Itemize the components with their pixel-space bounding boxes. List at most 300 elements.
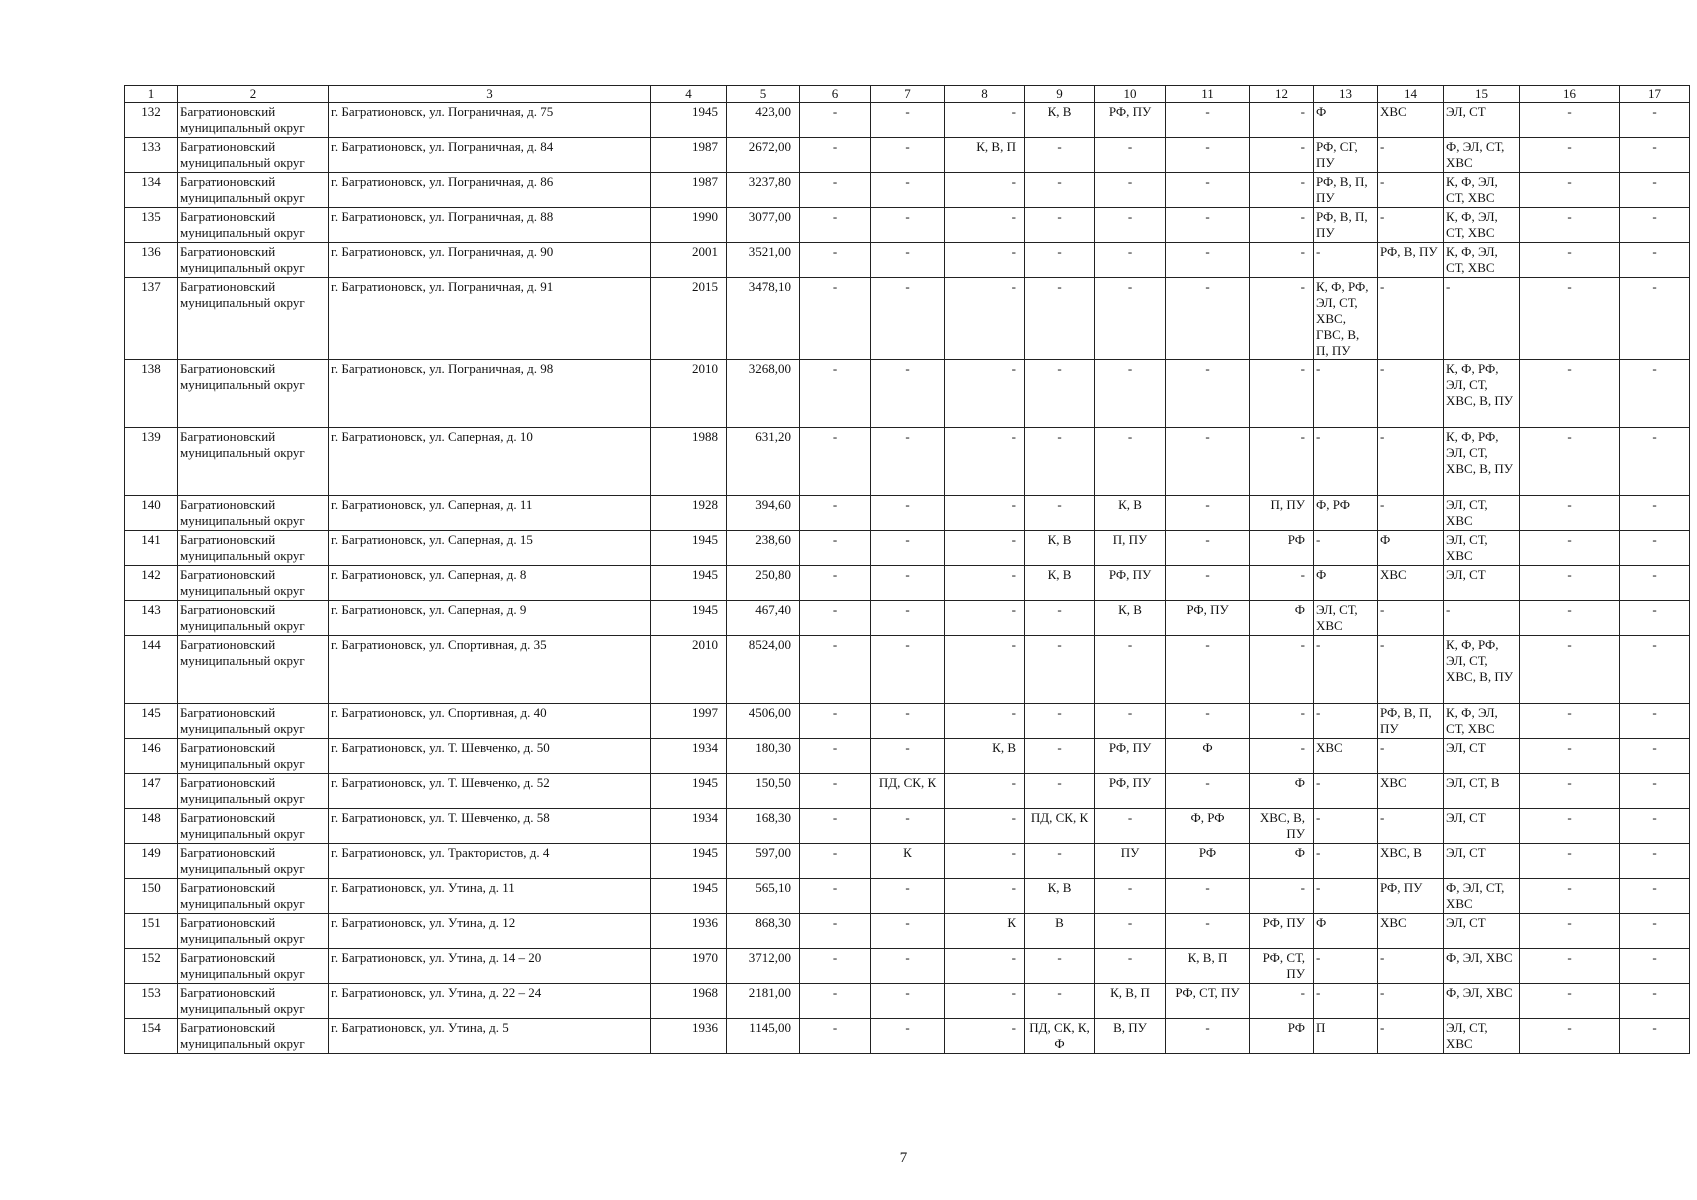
col-7-cell: - <box>871 566 945 601</box>
col-9-cell: - <box>1025 704 1095 739</box>
col-16-cell: - <box>1520 278 1620 360</box>
row-number-cell: 148 <box>125 809 178 844</box>
col-15-cell: ЭЛ, СТ, ХВС <box>1444 531 1520 566</box>
col-7-cell: - <box>871 138 945 173</box>
area-cell: 3077,00 <box>727 208 800 243</box>
col-9-cell: - <box>1025 949 1095 984</box>
col-16-cell: - <box>1520 138 1620 173</box>
col-8-cell: К <box>945 914 1025 949</box>
col-12-cell: - <box>1250 138 1314 173</box>
col-6-cell: - <box>800 704 871 739</box>
col-14-cell: ХВС <box>1378 914 1444 949</box>
col-9-cell: ПД, СК, К, Ф <box>1025 1019 1095 1054</box>
area-cell: 3237,80 <box>727 173 800 208</box>
table-row <box>125 809 1690 844</box>
address-cell: г. Багратионовск, ул. Т. Шевченко, д. 58 <box>329 809 651 844</box>
col-11-cell: Ф, РФ <box>1166 809 1250 844</box>
district-cell: Багратионовский муниципальный округ <box>178 496 329 531</box>
col-17-cell: - <box>1620 601 1690 636</box>
col-6-cell: - <box>800 809 871 844</box>
table-row <box>125 1019 1690 1054</box>
col-13-cell: РФ, СГ, ПУ <box>1314 138 1378 173</box>
col-16-cell: - <box>1520 809 1620 844</box>
column-number-cell: 7 <box>871 86 945 103</box>
col-12-cell: РФ, ПУ <box>1250 914 1314 949</box>
table-row <box>125 428 1690 496</box>
col-6-cell: - <box>800 208 871 243</box>
col-9-cell: - <box>1025 739 1095 774</box>
col-8-cell: - <box>945 496 1025 531</box>
col-6-cell: - <box>800 601 871 636</box>
col-13-cell: - <box>1314 774 1378 809</box>
area-cell: 2181,00 <box>727 984 800 1019</box>
col-12-cell: - <box>1250 208 1314 243</box>
col-15-cell: К, Ф, ЭЛ, СТ, ХВС <box>1444 173 1520 208</box>
district-cell: Багратионовский муниципальный округ <box>178 243 329 278</box>
col-14-cell: - <box>1378 138 1444 173</box>
col-6-cell: - <box>800 879 871 914</box>
year-cell: 1945 <box>651 844 727 879</box>
col-9-cell: - <box>1025 208 1095 243</box>
col-10-cell: К, В <box>1095 496 1166 531</box>
page-number: 7 <box>899 1150 908 1166</box>
col-17-cell: - <box>1620 496 1690 531</box>
row-number-cell: 147 <box>125 774 178 809</box>
district-cell: Багратионовский муниципальный округ <box>178 949 329 984</box>
col-12-cell: П, ПУ <box>1250 496 1314 531</box>
col-13-cell: - <box>1314 809 1378 844</box>
col-14-cell: - <box>1378 428 1444 496</box>
col-15-cell: К, Ф, ЭЛ, СТ, ХВС <box>1444 704 1520 739</box>
address-cell: г. Багратионовск, ул. Т. Шевченко, д. 52 <box>329 774 651 809</box>
row-number-cell: 138 <box>125 360 178 428</box>
column-number-cell: 13 <box>1314 86 1378 103</box>
col-14-cell: Ф <box>1378 531 1444 566</box>
col-6-cell: - <box>800 138 871 173</box>
col-9-cell: - <box>1025 601 1095 636</box>
col-7-cell: - <box>871 809 945 844</box>
col-8-cell: - <box>945 636 1025 704</box>
col-7-cell: - <box>871 173 945 208</box>
col-9-cell: К, В <box>1025 531 1095 566</box>
address-cell: г. Багратионовск, ул. Пограничная, д. 84 <box>329 138 651 173</box>
col-8-cell: - <box>945 774 1025 809</box>
area-cell: 3478,10 <box>727 278 800 360</box>
col-6-cell: - <box>800 278 871 360</box>
col-7-cell: - <box>871 278 945 360</box>
district-cell: Багратионовский муниципальный округ <box>178 739 329 774</box>
district-cell: Багратионовский муниципальный округ <box>178 428 329 496</box>
col-15-cell: ЭЛ, СТ <box>1444 103 1520 138</box>
col-10-cell: К, В, П <box>1095 984 1166 1019</box>
col-13-cell: Ф, РФ <box>1314 496 1378 531</box>
address-cell: г. Багратионовск, ул. Пограничная, д. 90 <box>329 243 651 278</box>
col-15-cell: К, Ф, ЭЛ, СТ, ХВС <box>1444 208 1520 243</box>
col-9-cell: - <box>1025 428 1095 496</box>
col-16-cell: - <box>1520 243 1620 278</box>
year-cell: 2010 <box>651 360 727 428</box>
district-cell: Багратионовский муниципальный округ <box>178 984 329 1019</box>
col-9-cell: - <box>1025 984 1095 1019</box>
area-cell: 4506,00 <box>727 704 800 739</box>
col-11-cell: РФ, ПУ <box>1166 601 1250 636</box>
col-11-cell: Ф <box>1166 739 1250 774</box>
address-cell: г. Багратионовск, ул. Трактористов, д. 4 <box>329 844 651 879</box>
col-12-cell: - <box>1250 704 1314 739</box>
col-8-cell: - <box>945 704 1025 739</box>
table-row <box>125 601 1690 636</box>
year-cell: 1934 <box>651 809 727 844</box>
col-15-cell: ЭЛ, СТ <box>1444 844 1520 879</box>
col-17-cell: - <box>1620 636 1690 704</box>
col-9-cell: - <box>1025 636 1095 704</box>
row-number-cell: 139 <box>125 428 178 496</box>
col-13-cell: Ф <box>1314 103 1378 138</box>
table-row <box>125 704 1690 739</box>
year-cell: 1968 <box>651 984 727 1019</box>
year-cell: 1945 <box>651 531 727 566</box>
table-row <box>125 103 1690 138</box>
col-7-cell: - <box>871 914 945 949</box>
address-cell: г. Багратионовск, ул. Утина, д. 11 <box>329 879 651 914</box>
row-number-cell: 136 <box>125 243 178 278</box>
col-10-cell: К, В <box>1095 601 1166 636</box>
col-7-cell: - <box>871 636 945 704</box>
col-10-cell: В, ПУ <box>1095 1019 1166 1054</box>
col-10-cell: - <box>1095 704 1166 739</box>
year-cell: 1928 <box>651 496 727 531</box>
row-number-cell: 140 <box>125 496 178 531</box>
col-14-cell: РФ, В, П, ПУ <box>1378 704 1444 739</box>
col-8-cell: - <box>945 428 1025 496</box>
address-cell: г. Багратионовск, ул. Т. Шевченко, д. 50 <box>329 739 651 774</box>
area-cell: 631,20 <box>727 428 800 496</box>
col-12-cell: - <box>1250 173 1314 208</box>
district-cell: Багратионовский муниципальный округ <box>178 138 329 173</box>
col-16-cell: - <box>1520 636 1620 704</box>
area-cell: 238,60 <box>727 531 800 566</box>
col-13-cell: РФ, В, П, ПУ <box>1314 173 1378 208</box>
district-cell: Багратионовский муниципальный округ <box>178 531 329 566</box>
col-11-cell: - <box>1166 208 1250 243</box>
col-6-cell: - <box>800 243 871 278</box>
col-15-cell: Ф, ЭЛ, ХВС <box>1444 984 1520 1019</box>
col-11-cell: - <box>1166 774 1250 809</box>
col-17-cell: - <box>1620 704 1690 739</box>
col-12-cell: - <box>1250 243 1314 278</box>
address-cell: г. Багратионовск, ул. Спортивная, д. 40 <box>329 704 651 739</box>
col-10-cell: П, ПУ <box>1095 531 1166 566</box>
col-16-cell: - <box>1520 360 1620 428</box>
row-number-cell: 143 <box>125 601 178 636</box>
col-7-cell: - <box>871 496 945 531</box>
col-15-cell: - <box>1444 601 1520 636</box>
address-cell: г. Багратионовск, ул. Саперная, д. 15 <box>329 531 651 566</box>
table-row <box>125 208 1690 243</box>
col-11-cell: К, В, П <box>1166 949 1250 984</box>
table-body <box>125 86 1690 1054</box>
col-10-cell: РФ, ПУ <box>1095 774 1166 809</box>
col-11-cell: - <box>1166 103 1250 138</box>
address-cell: г. Багратионовск, ул. Утина, д. 5 <box>329 1019 651 1054</box>
col-12-cell: - <box>1250 636 1314 704</box>
area-cell: 1145,00 <box>727 1019 800 1054</box>
row-number-cell: 142 <box>125 566 178 601</box>
col-9-cell: В <box>1025 914 1095 949</box>
col-9-cell: - <box>1025 278 1095 360</box>
year-cell: 1987 <box>651 173 727 208</box>
col-13-cell: - <box>1314 704 1378 739</box>
col-8-cell: - <box>945 949 1025 984</box>
col-16-cell: - <box>1520 949 1620 984</box>
col-6-cell: - <box>800 566 871 601</box>
area-cell: 150,50 <box>727 774 800 809</box>
column-number-cell: 8 <box>945 86 1025 103</box>
col-17-cell: - <box>1620 949 1690 984</box>
area-cell: 467,40 <box>727 601 800 636</box>
col-11-cell: - <box>1166 879 1250 914</box>
col-15-cell: Ф, ЭЛ, СТ, ХВС <box>1444 879 1520 914</box>
col-6-cell: - <box>800 949 871 984</box>
col-14-cell: ХВС <box>1378 103 1444 138</box>
col-7-cell: - <box>871 739 945 774</box>
col-12-cell: - <box>1250 103 1314 138</box>
col-16-cell: - <box>1520 496 1620 531</box>
table-row <box>125 243 1690 278</box>
col-8-cell: - <box>945 984 1025 1019</box>
column-number-cell: 15 <box>1444 86 1520 103</box>
table-row <box>125 739 1690 774</box>
table-row <box>125 138 1690 173</box>
col-13-cell: К, Ф, РФ, ЭЛ, СТ, ХВС, ГВС, В, П, ПУ <box>1314 278 1378 360</box>
col-14-cell: ХВС, В <box>1378 844 1444 879</box>
col-15-cell: ЭЛ, СТ, В <box>1444 774 1520 809</box>
col-7-cell: - <box>871 879 945 914</box>
row-number-cell: 137 <box>125 278 178 360</box>
address-cell: г. Багратионовск, ул. Пограничная, д. 91 <box>329 278 651 360</box>
col-16-cell: - <box>1520 1019 1620 1054</box>
col-10-cell: РФ, ПУ <box>1095 566 1166 601</box>
col-10-cell: - <box>1095 879 1166 914</box>
col-12-cell: РФ <box>1250 531 1314 566</box>
column-number-cell: 1 <box>125 86 178 103</box>
col-7-cell: - <box>871 531 945 566</box>
col-11-cell: - <box>1166 360 1250 428</box>
col-13-cell: - <box>1314 428 1378 496</box>
row-number-cell: 152 <box>125 949 178 984</box>
col-17-cell: - <box>1620 138 1690 173</box>
col-16-cell: - <box>1520 601 1620 636</box>
col-14-cell: РФ, В, ПУ <box>1378 243 1444 278</box>
year-cell: 1945 <box>651 774 727 809</box>
col-8-cell: - <box>945 1019 1025 1054</box>
row-number-cell: 151 <box>125 914 178 949</box>
col-15-cell: К, Ф, РФ, ЭЛ, СТ, ХВС, В, ПУ <box>1444 636 1520 704</box>
table-row <box>125 636 1690 704</box>
col-15-cell: К, Ф, ЭЛ, СТ, ХВС <box>1444 243 1520 278</box>
col-11-cell: - <box>1166 496 1250 531</box>
year-cell: 2015 <box>651 278 727 360</box>
col-12-cell: РФ <box>1250 1019 1314 1054</box>
col-13-cell: - <box>1314 984 1378 1019</box>
col-13-cell: - <box>1314 531 1378 566</box>
col-6-cell: - <box>800 360 871 428</box>
col-14-cell: - <box>1378 173 1444 208</box>
col-13-cell: ЭЛ, СТ, ХВС <box>1314 601 1378 636</box>
col-6-cell: - <box>800 103 871 138</box>
year-cell: 1934 <box>651 739 727 774</box>
column-number-cell: 5 <box>727 86 800 103</box>
col-6-cell: - <box>800 1019 871 1054</box>
col-16-cell: - <box>1520 566 1620 601</box>
year-cell: 1970 <box>651 949 727 984</box>
col-17-cell: - <box>1620 879 1690 914</box>
col-14-cell: - <box>1378 278 1444 360</box>
col-16-cell: - <box>1520 774 1620 809</box>
table-row <box>125 984 1690 1019</box>
col-8-cell: - <box>945 531 1025 566</box>
col-7-cell: К <box>871 844 945 879</box>
col-9-cell: К, В <box>1025 879 1095 914</box>
col-16-cell: - <box>1520 844 1620 879</box>
col-7-cell: - <box>871 984 945 1019</box>
table-row <box>125 879 1690 914</box>
row-number-cell: 135 <box>125 208 178 243</box>
col-15-cell: ЭЛ, СТ <box>1444 809 1520 844</box>
column-number-cell: 14 <box>1378 86 1444 103</box>
col-8-cell: - <box>945 809 1025 844</box>
district-cell: Багратионовский муниципальный округ <box>178 636 329 704</box>
col-17-cell: - <box>1620 1019 1690 1054</box>
col-11-cell: РФ <box>1166 844 1250 879</box>
year-cell: 1988 <box>651 428 727 496</box>
register-table <box>124 85 1690 1054</box>
col-15-cell: К, Ф, РФ, ЭЛ, СТ, ХВС, В, ПУ <box>1444 428 1520 496</box>
year-cell: 1936 <box>651 914 727 949</box>
col-11-cell: - <box>1166 278 1250 360</box>
district-cell: Багратионовский муниципальный округ <box>178 208 329 243</box>
district-cell: Багратионовский муниципальный округ <box>178 879 329 914</box>
table-row <box>125 566 1690 601</box>
col-14-cell: - <box>1378 636 1444 704</box>
table-row <box>125 496 1690 531</box>
address-cell: г. Багратионовск, ул. Саперная, д. 10 <box>329 428 651 496</box>
col-12-cell: Ф <box>1250 601 1314 636</box>
col-17-cell: - <box>1620 566 1690 601</box>
col-7-cell: - <box>871 601 945 636</box>
address-cell: г. Багратионовск, ул. Утина, д. 12 <box>329 914 651 949</box>
col-9-cell: - <box>1025 243 1095 278</box>
col-12-cell: Ф <box>1250 844 1314 879</box>
col-13-cell: - <box>1314 360 1378 428</box>
area-cell: 597,00 <box>727 844 800 879</box>
column-number-cell: 17 <box>1620 86 1690 103</box>
col-12-cell: РФ, СТ, ПУ <box>1250 949 1314 984</box>
col-10-cell: - <box>1095 636 1166 704</box>
col-6-cell: - <box>800 531 871 566</box>
table-row <box>125 531 1690 566</box>
table-row <box>125 278 1690 360</box>
col-7-cell: - <box>871 428 945 496</box>
col-14-cell: - <box>1378 1019 1444 1054</box>
col-17-cell: - <box>1620 774 1690 809</box>
col-11-cell: - <box>1166 428 1250 496</box>
year-cell: 2010 <box>651 636 727 704</box>
year-cell: 1997 <box>651 704 727 739</box>
area-cell: 3521,00 <box>727 243 800 278</box>
col-10-cell: - <box>1095 360 1166 428</box>
col-10-cell: РФ, ПУ <box>1095 103 1166 138</box>
col-11-cell: - <box>1166 243 1250 278</box>
col-12-cell: - <box>1250 984 1314 1019</box>
col-6-cell: - <box>800 914 871 949</box>
district-cell: Багратионовский муниципальный округ <box>178 103 329 138</box>
district-cell: Багратионовский муниципальный округ <box>178 1019 329 1054</box>
column-number-cell: 4 <box>651 86 727 103</box>
col-6-cell: - <box>800 739 871 774</box>
col-6-cell: - <box>800 844 871 879</box>
col-12-cell: - <box>1250 428 1314 496</box>
col-10-cell: - <box>1095 243 1166 278</box>
col-13-cell: - <box>1314 949 1378 984</box>
col-6-cell: - <box>800 173 871 208</box>
district-cell: Багратионовский муниципальный округ <box>178 601 329 636</box>
col-6-cell: - <box>800 496 871 531</box>
col-8-cell: - <box>945 208 1025 243</box>
col-7-cell: - <box>871 208 945 243</box>
col-16-cell: - <box>1520 879 1620 914</box>
col-16-cell: - <box>1520 103 1620 138</box>
col-14-cell: РФ, ПУ <box>1378 879 1444 914</box>
year-cell: 1945 <box>651 601 727 636</box>
col-7-cell: - <box>871 103 945 138</box>
address-cell: г. Багратионовск, ул. Пограничная, д. 98 <box>329 360 651 428</box>
col-14-cell: ХВС <box>1378 566 1444 601</box>
col-17-cell: - <box>1620 739 1690 774</box>
address-cell: г. Багратионовск, ул. Саперная, д. 11 <box>329 496 651 531</box>
row-number-cell: 149 <box>125 844 178 879</box>
col-17-cell: - <box>1620 103 1690 138</box>
col-17-cell: - <box>1620 844 1690 879</box>
col-17-cell: - <box>1620 531 1690 566</box>
col-17-cell: - <box>1620 914 1690 949</box>
col-11-cell: - <box>1166 1019 1250 1054</box>
col-8-cell: К, В <box>945 739 1025 774</box>
col-9-cell: ПД, СК, К <box>1025 809 1095 844</box>
col-11-cell: - <box>1166 138 1250 173</box>
col-7-cell: - <box>871 949 945 984</box>
column-number-row <box>125 86 1690 103</box>
col-17-cell: - <box>1620 984 1690 1019</box>
row-number-cell: 146 <box>125 739 178 774</box>
col-6-cell: - <box>800 984 871 1019</box>
col-10-cell: - <box>1095 809 1166 844</box>
col-13-cell: - <box>1314 243 1378 278</box>
col-8-cell: - <box>945 360 1025 428</box>
year-cell: 1945 <box>651 566 727 601</box>
address-cell: г. Багратионовск, ул. Пограничная, д. 86 <box>329 173 651 208</box>
table-row <box>125 949 1690 984</box>
col-13-cell: - <box>1314 879 1378 914</box>
address-cell: г. Багратионовск, ул. Утина, д. 14 – 20 <box>329 949 651 984</box>
district-cell: Багратионовский муниципальный округ <box>178 173 329 208</box>
district-cell: Багратионовский муниципальный округ <box>178 809 329 844</box>
area-cell: 2672,00 <box>727 138 800 173</box>
row-number-cell: 132 <box>125 103 178 138</box>
row-number-cell: 141 <box>125 531 178 566</box>
column-number-cell: 3 <box>329 86 651 103</box>
district-cell: Багратионовский муниципальный округ <box>178 774 329 809</box>
